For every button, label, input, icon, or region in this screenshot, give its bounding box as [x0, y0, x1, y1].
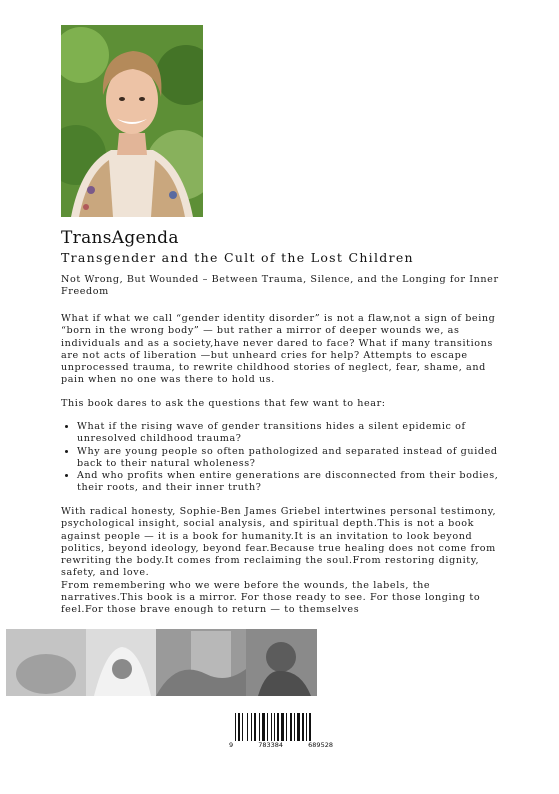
question-list: [61, 421, 517, 495]
barcode-bar: [274, 713, 275, 741]
barcode-bar: [297, 713, 300, 741]
list-item: • What if the rising wave of gender transitions hides a silent epidemic of unresolved childhood trauma?: [77, 421, 517, 446]
barcode-bar: [235, 713, 236, 741]
barcode-bar: [286, 713, 287, 741]
author-photo: [61, 25, 203, 217]
barcode-bar: [247, 713, 248, 741]
barcode-bar: [242, 713, 243, 741]
barcode-bar: [259, 713, 260, 741]
barcode-bar: [294, 713, 295, 741]
barcode-bar: [309, 713, 311, 741]
barcode-bar: [262, 713, 265, 741]
barcode-digit-group-2: 689528: [308, 741, 333, 749]
barcode-bar: [251, 713, 252, 741]
intro-paragraph: What if what we call “gender identity disorder” is not a flaw,not a sign of being “born in the wrong body” — but rather a mirror of deeper wounds we, as individuals and as a society,have never dared to face? What if many transitions are not acts of liberation —but unheard cries for help? Attempts to escape unprocessed trauma, to rewrite childhood stories of neglect, fear, shame, and pain when no one was there to hold us.: [61, 313, 496, 386]
barcode-bar: [302, 713, 304, 741]
barcode-bar: [271, 713, 272, 741]
book-subtitle: Transgender and the Cult of the Lost Children: [61, 250, 414, 265]
barcode-bar: [254, 713, 256, 741]
questions-lead: This book dares to ask the questions that few want to hear:: [61, 398, 386, 409]
barcode-digits: [229, 741, 333, 749]
list-item: • Why are young people so often pathologized and separated instead of guided back to their natural wholeness?: [77, 446, 517, 471]
tagline: Not Wrong, But Wounded – Between Trauma, Silence, and the Longing for Inner Freedom: [61, 274, 499, 298]
barcode-bar: [238, 713, 240, 741]
barcode-digit-first: 9: [229, 741, 234, 749]
book-title: TransAgenda: [61, 228, 179, 248]
barcode-digit-group-1: 783384: [258, 741, 284, 749]
description-paragraph: [61, 506, 501, 617]
barcode-bar: [281, 713, 284, 741]
barcode-bar: [277, 713, 279, 741]
barcode-bar: [290, 713, 292, 741]
collage-icon: [6, 629, 317, 696]
portrait-icon: [61, 25, 203, 217]
description-part-1: With radical honesty, Sophie-Ben James Griebel intertwines personal testimony, psychological insight, social analysis, and spiritual depth.This is not a book against people — it is a book for humanity.It is an invitation to look beyond politics, beyond ideology, beyond fear.Because true healing does not come from rewriting the body.It comes from reclaiming the soul.From restoring dignity, safety, and love.: [61, 506, 497, 579]
photo-collage: [6, 629, 317, 696]
barcode-bar: [267, 713, 268, 741]
list-item: • And who profits when entire generations are disconnected from their bodies, their roots, and their inner truth?: [77, 470, 517, 495]
barcode-bar: [306, 713, 307, 741]
barcode-icon: [229, 713, 331, 741]
description-part-2: From remembering who we were before the wounds, the labels, the narratives.This book is a mirror. For those ready to see. For those longing to feel.For those brave enough to return — to themselves: [61, 579, 481, 616]
